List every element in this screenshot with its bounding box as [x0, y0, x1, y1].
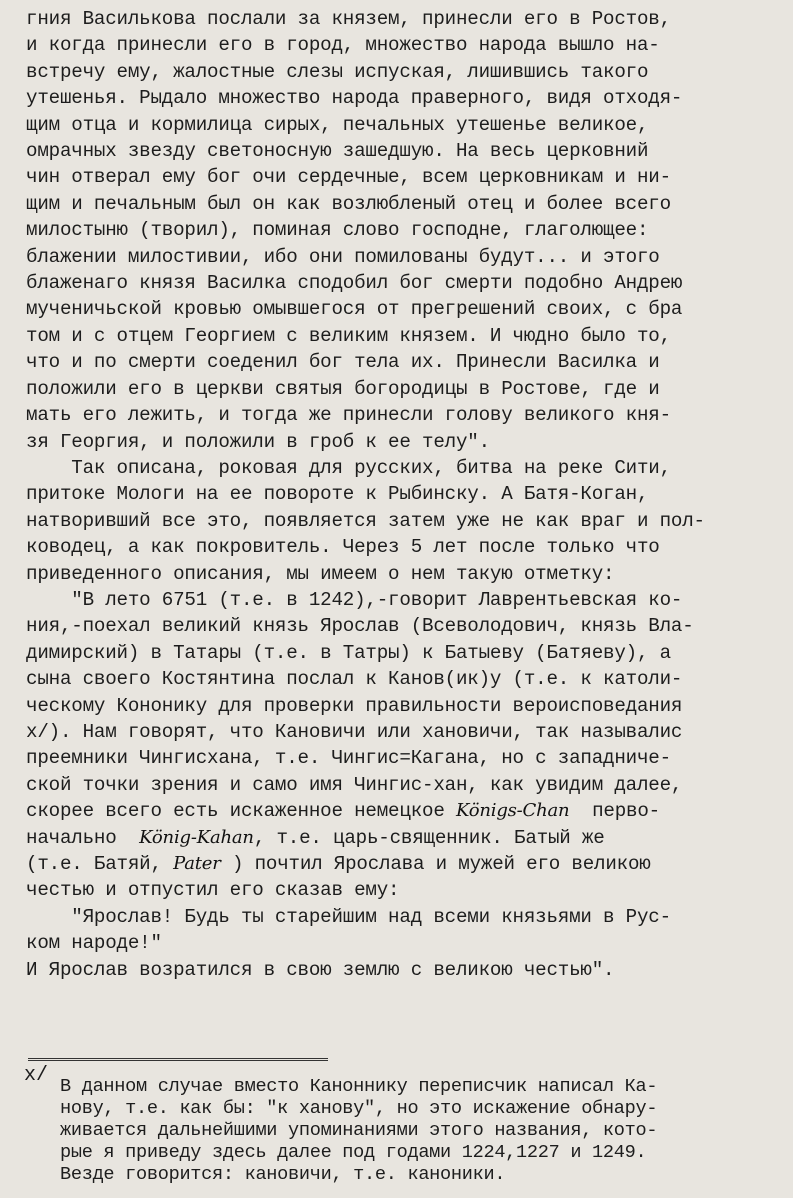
- handwritten-pater: Pater: [173, 853, 221, 874]
- text-line: гния Василькова послали за князем, принесли его в Ростов,: [26, 8, 671, 30]
- text-line: мать его лежить, и тогда же принесли голову великого кня-: [26, 404, 671, 427]
- text-line: "Ярослав! Будь ты старейшим над всеми князьями в Рус-: [26, 905, 671, 928]
- text-line: том и с отцем Георгием с великим князем. И чюдно было то,: [26, 324, 671, 347]
- text-line: встречу ему, жалостные слезы испуская, лишившись такого: [26, 60, 649, 83]
- text-line: что и по смерти соеденил бог тела их. Принесли Василка и: [26, 351, 660, 374]
- text-line: ководец, а как покровитель. Через 5 лет после только что: [26, 536, 660, 559]
- text-segment: скорее всего есть искаженное немецкое: [26, 800, 445, 823]
- text-line: милостыню (творил), поминая слово господне, глаголющее:: [26, 219, 649, 242]
- text-segment: перво-: [592, 800, 660, 823]
- text-line: ской точки зрения и само имя Чингис-хан, как увидим далее,: [26, 773, 683, 796]
- footnote-line: В данном случае вместо Каноннику переписчик написал Ка-: [60, 1076, 658, 1097]
- text-line: чин отверал ему бог очи сердечные, всем церковникам и ни-: [26, 166, 671, 189]
- text-line: ческому Кононику для проверки правильности вероисповедания: [26, 694, 683, 717]
- text-line: приведенного описания, мы имеем о нем такую отметку:: [26, 562, 615, 585]
- footnote-line: нову, т.е. как бы: "к ханову", но это искажение обнару-: [60, 1098, 658, 1119]
- text-line: димирский) в Татары (т.е. в Татры) к Батыеву (Батяеву), а: [26, 641, 671, 664]
- text-line: И Ярослав возратился в свою землю с великою честью".: [26, 958, 615, 981]
- text-line: мученичьской кровью омывшегося от прегрешений своих, с бра: [26, 298, 683, 321]
- text-line: Так описана, роковая для русских, битва на реке Сити,: [26, 456, 671, 479]
- text-line: сына своего Костянтина послал к Канов(ик)у (т.е. к католи-: [26, 668, 683, 691]
- text-line: щим и печальным был он как возлюбленый отец и более всего: [26, 192, 671, 215]
- text-line: блажении милостивии, ибо они помилованы будут... и этого: [26, 245, 660, 268]
- text-line: щим отца и кормилица сирых, печальных утешенье великое,: [26, 113, 649, 136]
- footnote-text: [60, 1076, 790, 1186]
- text-line-with-handwriting: [26, 825, 786, 851]
- text-segment: (т.е. Батяй,: [26, 853, 162, 875]
- text-line-with-handwriting: [26, 798, 786, 824]
- text-line: x/). Нам говорят, что Кановичи или хановичи, так называлис: [26, 720, 683, 743]
- footnote-separator: [28, 1058, 328, 1061]
- handwritten-konig-kahan: König-Kahan: [139, 826, 254, 848]
- text-line: натворивший все это, появляется затем уже не как враг и пол-: [26, 509, 705, 532]
- text-segment: , т.е. царь-священник. Батый же: [253, 826, 605, 849]
- text-line: утешенья. Рыдало множество народа праверного, видя отходя-: [26, 87, 683, 110]
- text-line: "В лето 6751 (т.е. в 1242),-говорит Лаврентьевская ко-: [26, 588, 683, 611]
- text-line: и когда принесли его в город, множество народа вышло на-: [26, 34, 660, 57]
- text-line: положили его в церкви святыя богородицы в Ростове, где и: [26, 377, 660, 400]
- text-segment: начально: [26, 826, 117, 849]
- text-line: притоке Мологи на ее повороте к Рыбинску. А Батя-Коган,: [26, 483, 649, 506]
- text-line: ния,-поехал великий князь Ярослав (Всеволодович, князь Вла-: [26, 615, 694, 638]
- handwritten-konigs-chan: Königs-Chan: [455, 800, 570, 822]
- text-line: блаженаго князя Василка сподобил бог смерти подобно Андрею: [26, 272, 683, 295]
- text-line: ком народе!": [26, 932, 162, 955]
- footnote-mark: x/: [24, 1064, 49, 1087]
- text-segment: ) почтил Ярослава и мужей его великою: [231, 853, 651, 875]
- footnote-line: рые я приведу здесь далее под годами 1224,1227 и 1249.: [60, 1142, 647, 1163]
- text-line: преемники Чингисхана, т.е. Чингис=Кагана, но с западниче-: [26, 747, 671, 770]
- text-line-with-handwriting: [26, 851, 786, 877]
- text-line: омрачных звезду светоносную зашедшую. На весь церковний: [26, 140, 649, 163]
- footnote-line: живается дальнейшими упоминаниями этого названия, кото-: [60, 1120, 658, 1141]
- text-line: зя Георгия, и положили в гроб к ее телу".: [26, 430, 490, 453]
- footnote-line: Везде говорится: кановичи, т.е. каноники.: [60, 1164, 506, 1185]
- text-line: честью и отпустил его сказав ему:: [26, 879, 400, 902]
- main-text: [26, 6, 786, 983]
